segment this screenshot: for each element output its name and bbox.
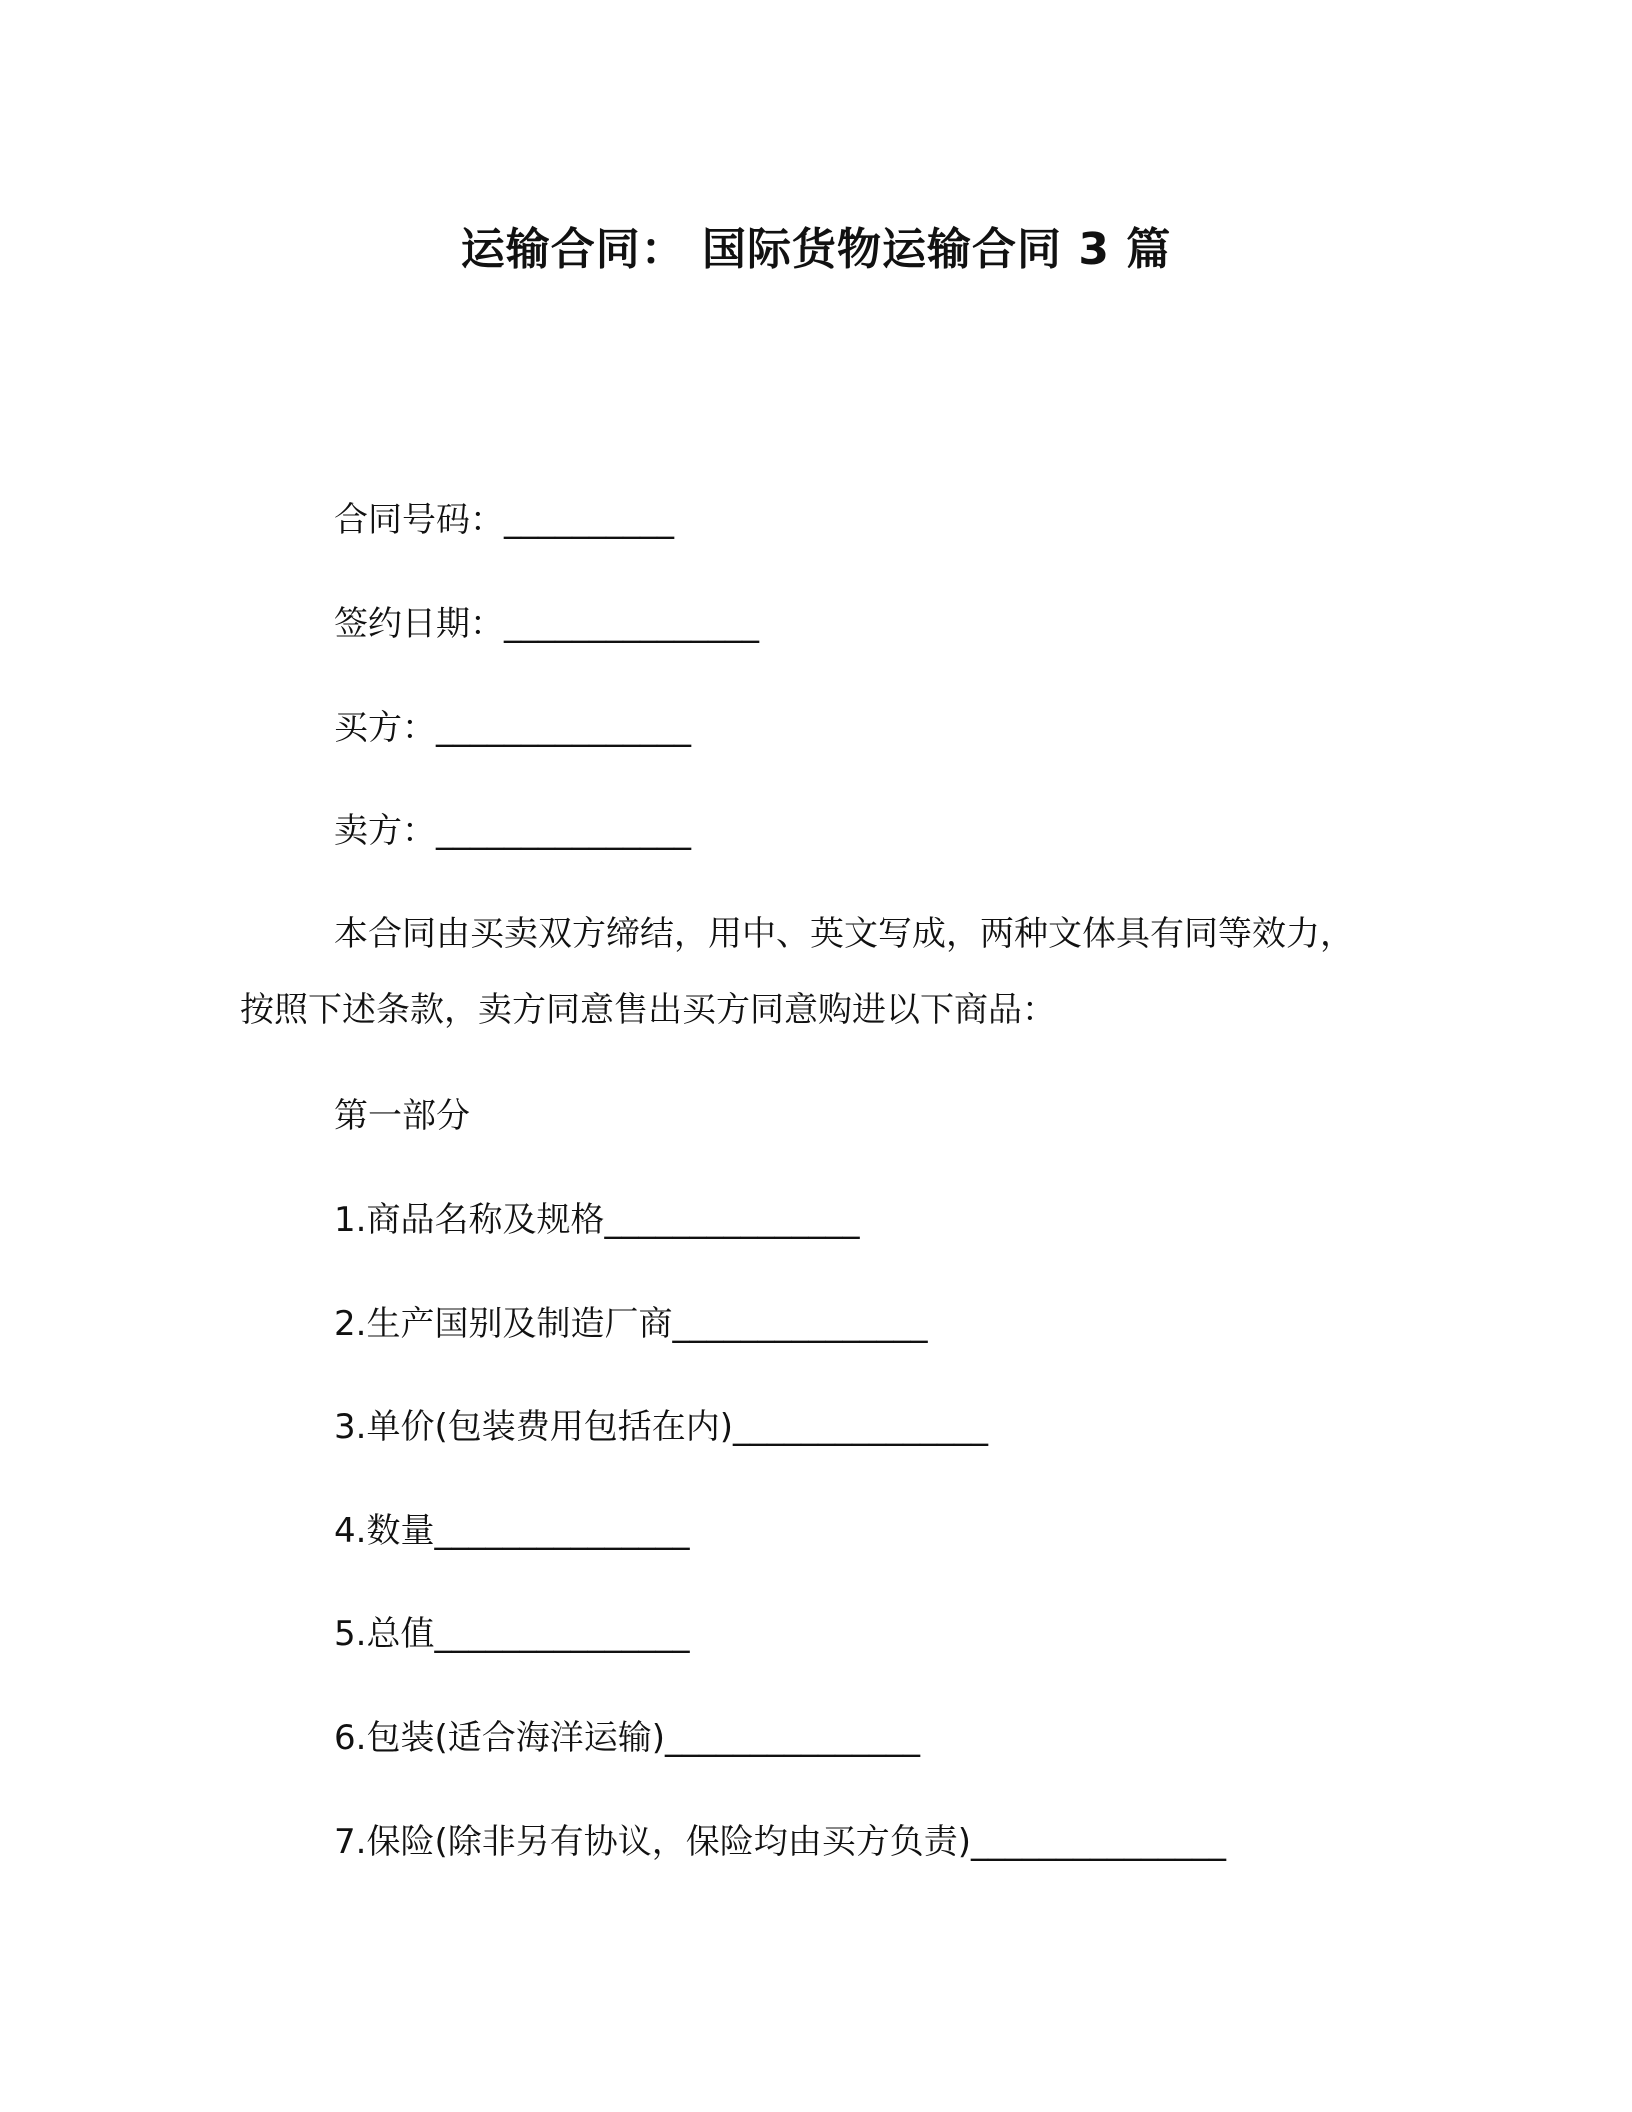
intro-paragraph: 本合同由买卖双方缔结，用中、英文写成，两种文体具有同等效力，按照下述条款，卖方同意售出买方同意购进以下商品： (240, 914, 1354, 1030)
seller-field: 卖方：_______________ (334, 811, 691, 851)
item-total-value: 5.总值_______________ (334, 1614, 690, 1654)
buyer-field: 买方：_______________ (334, 708, 691, 748)
item-goods-name: 1.商品名称及规格_______________ (334, 1200, 860, 1240)
item-unit-price: 3.单价(包装费用包括在内)_______________ (334, 1407, 988, 1447)
section-title: 第一部分 (334, 1096, 470, 1136)
item-quantity: 4.数量_______________ (334, 1511, 690, 1551)
item-packing: 6.包装(适合海洋运输)_______________ (334, 1718, 920, 1758)
contract-number-field: 合同号码：__________ (334, 500, 674, 540)
item-insurance: 7.保险(除非另有协议，保险均由买方负责)_______________ (334, 1822, 1226, 1862)
sign-date-field: 签约日期：_______________ (334, 604, 759, 644)
item-origin-manufacturer: 2.生产国别及制造厂商_______________ (334, 1304, 928, 1344)
document-title: 运输合同： 国际货物运输合同 3 篇 (460, 224, 1172, 275)
